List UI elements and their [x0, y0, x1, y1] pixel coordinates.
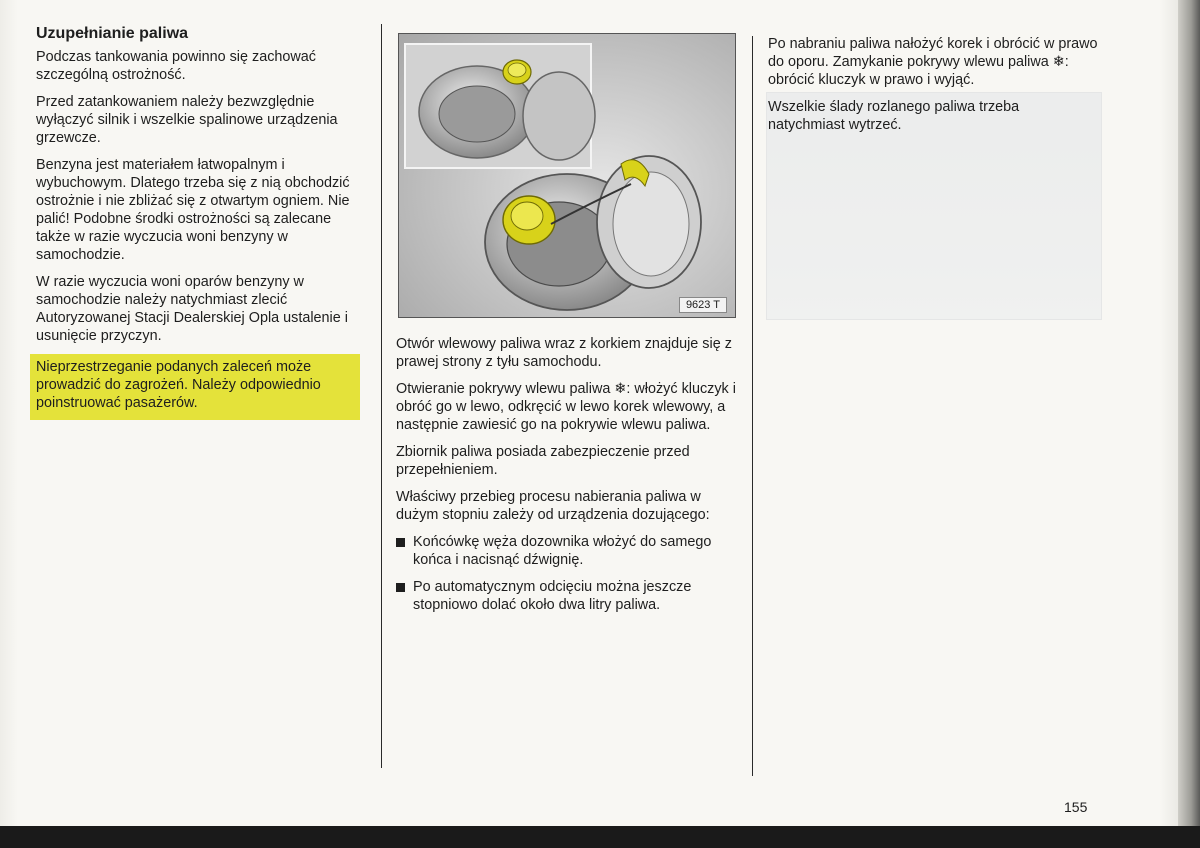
- paragraph: Otwór wlewowy paliwa wraz z korkiem znajduje się z prawej strony z tyłu samochodu.: [396, 336, 732, 370]
- list-item: [396, 578, 736, 614]
- figure-code: 9623 T: [679, 297, 727, 313]
- warning-box: [30, 354, 360, 420]
- left-column: [36, 24, 366, 420]
- column-divider-1: [381, 24, 382, 768]
- page-edge: [1178, 0, 1200, 826]
- list-item-text: Po automatycznym odcięciu można jeszcze stopniowo dolać około dwa litry paliwa.: [413, 579, 692, 613]
- paragraph: Otwieranie pokrywy wlewu paliwa ❄: włożyć kluczyk i obróć go w lewo, odkręcić w lewo korek wlewowy, a następnie zawiesić go na pokrywie wlewu paliwa.: [396, 381, 736, 433]
- bullet-square-icon: [396, 583, 405, 592]
- fuel-filler-illustration: [398, 33, 736, 318]
- list-item-text: Końcówkę węża dozownika włożyć do samego końca i nacisnąć dźwignię.: [413, 534, 712, 568]
- middle-column: [396, 335, 736, 623]
- paragraph: W razie wyczucia woni oparów benzyny w samochodzie należy natychmiast zlecić Autoryzowanej Stacji Dealerskiej Opla ustalenie i usunięcie przyczyn.: [36, 274, 348, 344]
- paragraph: Podczas tankowania powinno się zachować szczególną ostrożność.: [36, 49, 316, 83]
- paragraph: Właściwy przebieg procesu nabierania paliwa w dużym stopniu zależy od urządzenia dozującego:: [396, 489, 710, 523]
- scan-border: [0, 826, 1200, 848]
- paragraph: Zbiornik paliwa posiada zabezpieczenie przed przepełnieniem.: [396, 444, 690, 478]
- warning-text: Nieprzestrzeganie podanych zaleceń może prowadzić do zagrożeń. Należy odpowiednio poinstruować pasażerów.: [36, 359, 321, 411]
- bullet-square-icon: [396, 538, 405, 547]
- list-item: [396, 533, 736, 569]
- paragraph: Benzyna jest materiałem łatwopalnym i wybuchowym. Dlatego trzeba się z nią obchodzić ostrożnie i nie zbliżać się z otwartym ogniem. Nie palić! Podobne środki ostrożności są zalecane także w razie wyczucia woni benzyny w samochodzie.: [36, 157, 350, 263]
- paragraph: Wszelkie ślady rozlanego paliwa trzeba natychmiast wytrzeć.: [768, 99, 1020, 133]
- page-number: 155: [1064, 799, 1088, 815]
- paragraph: Przed zatankowaniem należy bezwzględnie wyłączyć silnik i wszelkie spalinowe urządzenia grzewcze.: [36, 94, 338, 146]
- column-divider-2: [752, 36, 753, 776]
- right-column: [768, 35, 1098, 143]
- paragraph: Po nabraniu paliwa nałożyć korek i obrócić w prawo do oporu. Zamykanie pokrywy wlewu paliwa ❄: obrócić kluczyk w prawo i wyjąć.: [768, 36, 1098, 88]
- fuel-filler-drawing: [399, 34, 736, 318]
- section-heading: Uzupełnianie paliwa: [36, 25, 189, 42]
